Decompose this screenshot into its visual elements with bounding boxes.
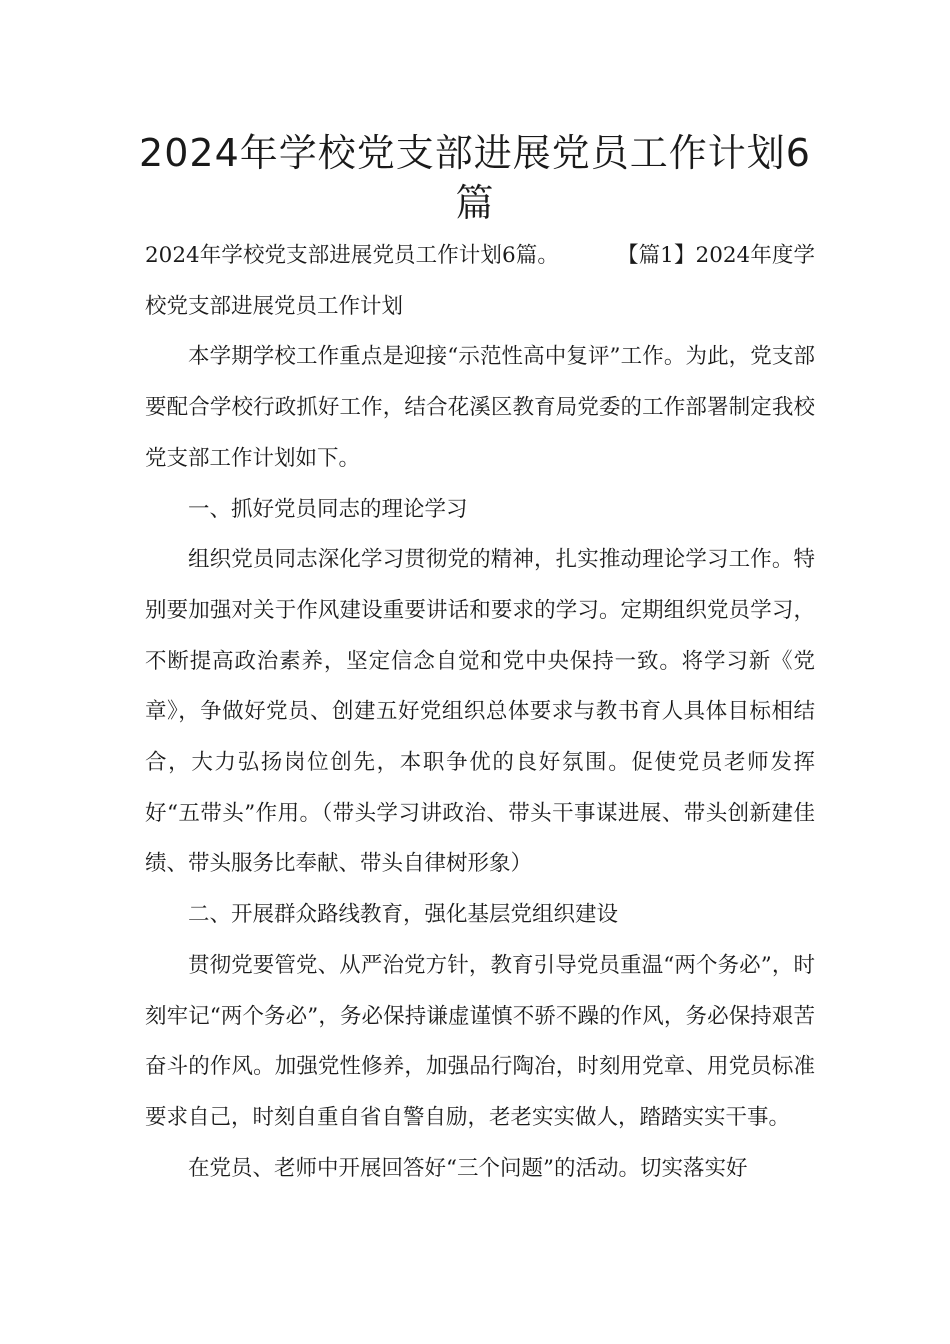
intro-lead: 2024年学校党支部进展党员工作计划6篇。 — [145, 243, 559, 268]
section-heading-1: 一、抓好党员同志的理论学习 — [188, 496, 468, 522]
paragraph-party-discipline: 贯彻党要管党、从严治党方针，教育引导党员重温“两个务必”，时刻牢记“两个务必”，务必保持谦虚谨慎不骄不躁的作风，务必保持艰苦奋斗的作风。加强党性修养，加强品行陶冶，时刻用党章、用党员标准要求自己，时刻自重自省自警自励，老老实实做人，踏踏实实干事。 — [145, 952, 815, 1130]
document-title: 2024年学校党支部进展党员工作计划6篇 — [139, 131, 811, 225]
document-body — [145, 231, 815, 1194]
chapter-heading: 【篇1】2024年度学校党支部进展党员工作计划 — [145, 243, 815, 319]
paragraph-intro-plan: 本学期学校工作重点是迎接“示范性高中复评”工作。为此，党支部要配合学校行政抓好工作，结合花溪区教育局党委的工作部署制定我校党支部工作计划如下。 — [145, 344, 815, 471]
intro-paragraph — [145, 231, 815, 332]
section-heading-2: 二、开展群众路线教育，强化基层党组织建设 — [188, 902, 619, 928]
paragraph-three-questions: 在党员、老师中开展回答好“三个问题”的活动。切实落实好 — [188, 1155, 748, 1181]
paragraph-theory-study: 组织党员同志深化学习贯彻党的精神，扎实推动理论学习工作。特别要加强对关于作风建设重要讲话和要求的学习。定期组织党员学习，不断提高政治素养，坚定信念自觉和党中央保持一致。将学习新《党章》，争做好党员、创建五好党组织总体要求与教书育人具体目标相结合，大力弘扬岗位创先，本职争优的良好氛围。促使党员老师发挥好“五带头”作用。（带头学习讲政治、带头干事谋进展、带头创新建佳绩、带头服务比奉献、带头自律树形象） — [145, 547, 815, 877]
